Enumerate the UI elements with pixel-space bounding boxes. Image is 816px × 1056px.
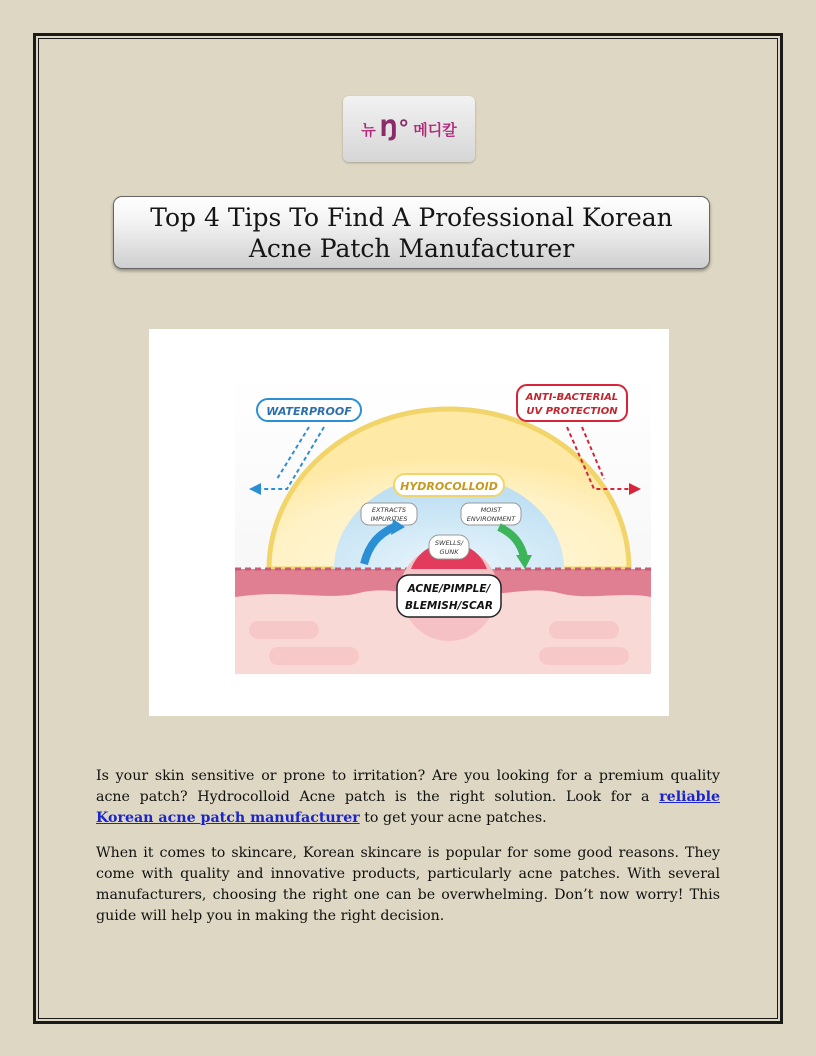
skin-cell [539,647,629,665]
title-banner [113,196,710,269]
page-title: Top 4 Tips To Find A Professional Korean Acne Patch Manufacturer [150,202,673,263]
logo-left-text: 뉴 [361,120,376,139]
acne-patch-diagram [149,329,669,716]
gunk-label: GUNK [439,548,459,556]
uv-protection-label: UV PROTECTION [526,406,618,417]
skin-cell [249,621,319,639]
environment-label: ENVIRONMENT [466,515,516,523]
intro-text-after: to get your acne patches. [359,810,547,826]
blemish-label: BLEMISH/SCAR [405,600,493,612]
swells-label: SWELLS/ [434,539,464,547]
body-paragraph: When it comes to skincare, Korean skincare is popular for some good reasons. They come with quality and innovative products, particularly acne patches. With several manufacturers, choosing the right one can be overwhelming. Don’t now worry! This guide will help you in making the right decision. [96,845,720,924]
hydrocolloid-label: HYDROCOLLOID [400,480,498,493]
extracts-label: EXTRACTS [371,506,407,514]
company-logo [343,96,475,162]
acne-label: ACNE/PIMPLE/ [407,583,491,595]
anti-bacterial-label: ANTI-BACTERIAL [525,392,619,403]
diagram-svg [149,329,669,716]
skin-cell [549,621,619,639]
skin-cell [269,647,359,665]
intro-paragraph [96,766,720,829]
moist-label: MOIST [480,506,502,514]
waterproof-label: WATERPROOF [266,405,352,418]
manufacturer-link[interactable]: reliable Korean acne patch manufacturer [96,789,720,826]
intro-text-before: Is your skin sensitive or prone to irritation? Are you looking for a premium quality acne patch? Hydrocolloid Acne patch is the right solution. Look for a [96,768,720,805]
logo-right-text: 메디칼 [413,120,457,139]
logo-mark: Ŋ° [379,116,410,142]
impurities-label: IMPURITIES [370,515,408,523]
